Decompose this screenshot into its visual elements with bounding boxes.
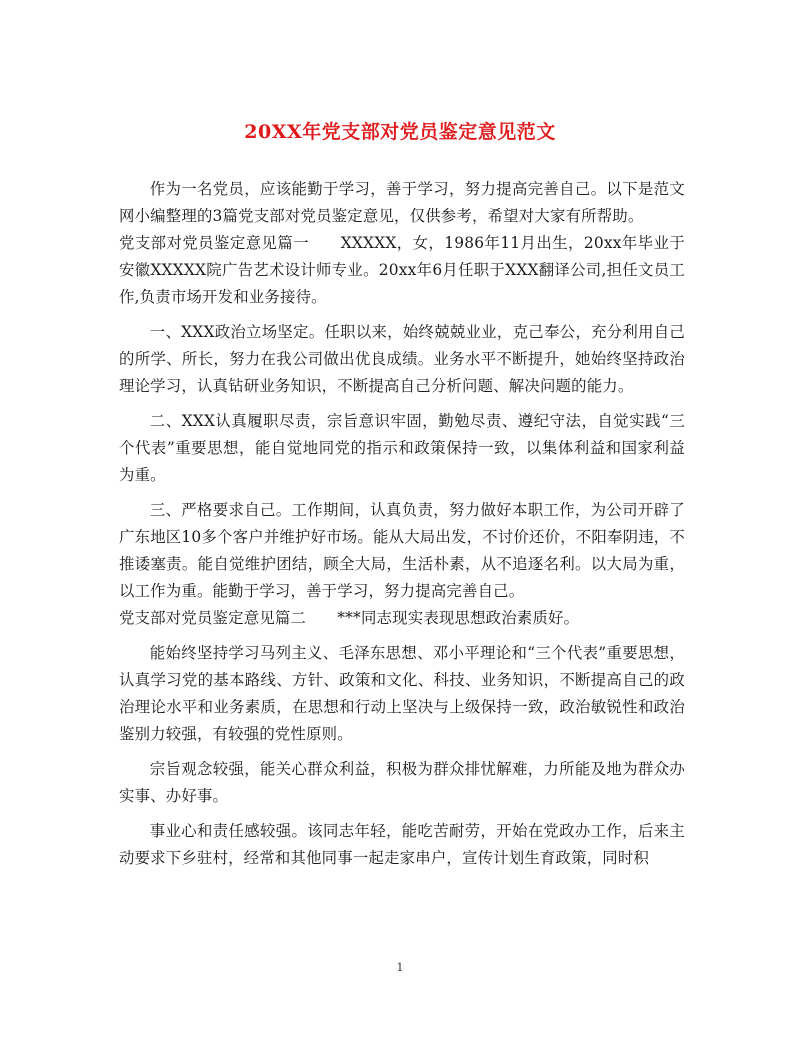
section-one-heading-paragraph: 党支部对党员鉴定意见篇一 XXXXX，女，1986年11月出生，20xx年毕业于安徽XXXXX院广告艺术设计师专业。20xx年6月任职于XXX翻译公司,担任文员工作,负责市场开发和业务接待。 xyxy=(119,234,685,306)
politics-paragraph: 能始终坚持学习马列主义、毛泽东思想、邓小平理论和“三个代表”重要思想，认真学习党的基本路线、方针、政策和文化、科技、业务知识，不断提高自己的政治理论水平和业务素质，在思想和行动上坚决与上级保持一致，政治敏锐性和政治鉴别力较强，有较强的党性原则。 xyxy=(119,644,685,743)
document-title: 20XX年党支部对党员鉴定意见范文 xyxy=(244,121,556,143)
intro-paragraph: 作为一名党员，应该能勤于学习，善于学习，努力提高完善自己。以下是范文网小编整理的3篇党支部对党员鉴定意见，仅供参考，希望对大家有所帮助。 xyxy=(119,180,685,225)
point-three-paragraph: 三、严格要求自己。工作期间，认真负责，努力做好本职工作，为公司开辟了广东地区10多个客户并维护好市场。能从大局出发，不讨价还价，不阳奉阴违，不推诿塞责。能自觉维护团结，顾全大局，生活朴素，从不追逐名利。以大局为重，以工作为重。能勤于学习，善于学习，努力提高完善自己。 xyxy=(119,501,685,600)
document-body xyxy=(119,176,685,880)
purpose-paragraph: 宗旨观念较强，能关心群众利益，积极为群众排忧解难，力所能及地为群众办实事、办好事。 xyxy=(119,760,685,805)
point-two-paragraph: 二、XXX认真履职尽责，宗旨意识牢固，勤勉尽责、遵纪守法，自觉实践“三个代表”重要思想，能自觉地同党的指示和政策保持一致，以集体利益和国家利益为重。 xyxy=(119,412,685,484)
career-paragraph: 事业心和责任感较强。该同志年轻，能吃苦耐劳，开始在党政办工作，后来主动要求下乡驻村，经常和其他同事一起走家串户，宣传计划生育政策，同时积 xyxy=(119,822,685,867)
section-two-heading-paragraph: 党支部对党员鉴定意见篇二 ***同志现实表现思想政治素质好。 xyxy=(119,609,580,627)
point-one-paragraph: 一、XXX政治立场坚定。任职以来，始终兢兢业业，克己奉公，充分利用自己的所学、所长，努力在我公司做出优良成绩。业务水平不断提升，她始终坚持政治理论学习，认真钻研业务知识，不断提高自己分析问题、解决问题的能力。 xyxy=(119,323,685,395)
page-number: 1 xyxy=(396,961,404,974)
